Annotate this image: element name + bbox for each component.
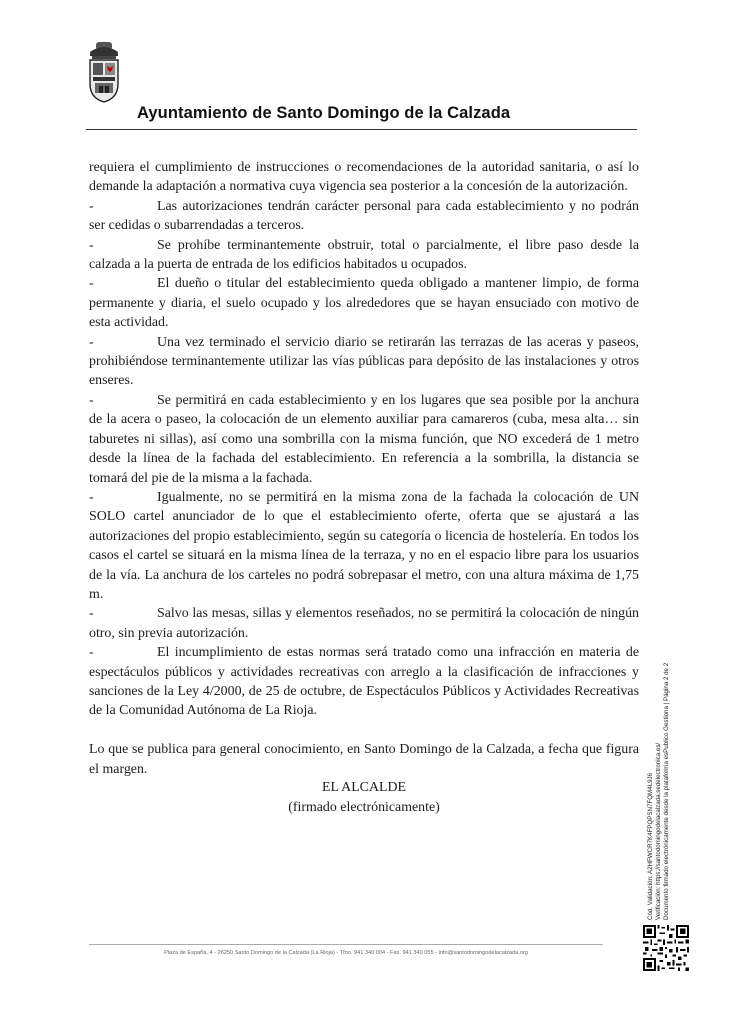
- verification-doc-info: Documento firmado electrónicamente desde la plataforma esPublico Gestiona | Página 2 de 2: [663, 662, 670, 920]
- list-item: [89, 197, 639, 236]
- list-item-text: El incumplimiento de estas normas será tratado como una infracción en materia de espectáculos públicos y actividades recreativas con arreglo a la clasificación de infracciones y sanciones de la Ley 4/2000, de 25 de octubre, de Espectáculos Públicos y Actividades Recreativas de la Comunidad Autónoma de La Rioja.: [89, 645, 639, 719]
- list-item: [89, 236, 639, 275]
- list-dash: -: [89, 334, 94, 350]
- verification-code: Cód. Validación: A2HFWCR7K4FPQPSN7FQM4L9J6: [647, 772, 654, 920]
- list-item-text: Se permitirá en cada establecimiento y en los lugares que sea posible por la anchura de la acera o paseo, la colocación de un elemento auxiliar para camareros (cuba, mesa alta… sin taburetes ni sillas), así como una sombrilla con la misma función, que NO excederá de 1 metro desde la línea de la fachada del establecimiento. En referencia a la sombrilla, la distancia se tomará del pie de la misma a la fachada.: [89, 392, 639, 486]
- list-item-text: Las autorizaciones tendrán carácter personal para cada establecimiento y no podrán ser cedidas o subarrendadas a terceros.: [89, 198, 639, 234]
- municipal-crest-logo: [84, 40, 124, 106]
- document-body: [89, 158, 639, 779]
- signature-subtitle: (firmado electrónicamente): [288, 800, 440, 815]
- footer-address: Plaza de España, 4 - 26250 Santo Domingo de la Calzada (La Rioja) - Tfno. 941 340 004 - Fax. 941 340 055 - info@santodomingodelacalzada.org: [164, 950, 528, 956]
- qr-code[interactable]: [643, 925, 689, 971]
- list-item-text: Salvo las mesas, sillas y elementos reseñados, no se permitirá la colocación de ningún otro, sin previa autorización.: [89, 606, 639, 641]
- paragraph-continuation: requiera el cumplimiento de instrucciones o recomendaciones de la autoridad sanitaria, o así lo demande la adaptación a normativa cuya vigencia sea posterior a la concesión de la autorización.: [89, 160, 639, 195]
- page-header-title: Ayuntamiento de Santo Domingo de la Calzada: [137, 104, 511, 122]
- list-item: [89, 643, 639, 721]
- list-item: [89, 604, 639, 643]
- list-item-text: Una vez terminado el servicio diario se retirarán las terrazas de las aceras y paseos, prohibiéndose terminantemente utilizar las vías públicas para depósito de las instalaciones y otros enseres.: [89, 334, 639, 389]
- header-divider: [86, 129, 637, 130]
- list-item: [89, 333, 639, 391]
- list-dash: -: [89, 645, 94, 661]
- list-item-text: Igualmente, no se permitirá en la misma zona de la fachada la colocación de UN SOLO cartel anunciador de lo que el establecimiento oferte, oferta que se ajustará a las autorizaciones del propio establecimiento, según su categoría o licencia de hostelería. En todos los casos el cartel se situará en la misma línea de la terraza, y no en el espacio libre para los usuarios de la vía. La anchura de los carteles no podrá sobrepasar el metro, con una altura máxima de 1,75 m.: [89, 489, 639, 602]
- list-dash: -: [89, 198, 94, 214]
- list-dash: -: [89, 606, 94, 622]
- signature-title: EL ALCALDE: [322, 780, 406, 795]
- list-dash: -: [89, 489, 94, 505]
- list-dash: -: [89, 237, 94, 253]
- list-dash: -: [89, 392, 94, 408]
- closing-paragraph: Lo que se publica para general conocimiento, en Santo Domingo de la Calzada, a fecha que figura el margen.: [89, 742, 639, 777]
- list-item: [89, 391, 639, 488]
- list-item-text: El dueño o titular del establecimiento queda obligado a mantener limpio, de forma permanente y diaria, el suelo ocupado y los alrededores que se hayan ensuciado con motivo de esta actividad.: [89, 276, 639, 331]
- list-item: [89, 274, 639, 332]
- list-item-text: Se prohíbe terminantemente obstruir, total o parcialmente, el libre paso desde la calzada a la puerta de entrada de los edificios habitados u ocupados.: [89, 237, 639, 273]
- footer-divider: [89, 944, 603, 945]
- list-dash: -: [89, 276, 94, 292]
- verification-url[interactable]: Verificación: https://santodomingodelacalzada.sedelectronica.es/: [655, 742, 662, 920]
- list-item: [89, 488, 639, 604]
